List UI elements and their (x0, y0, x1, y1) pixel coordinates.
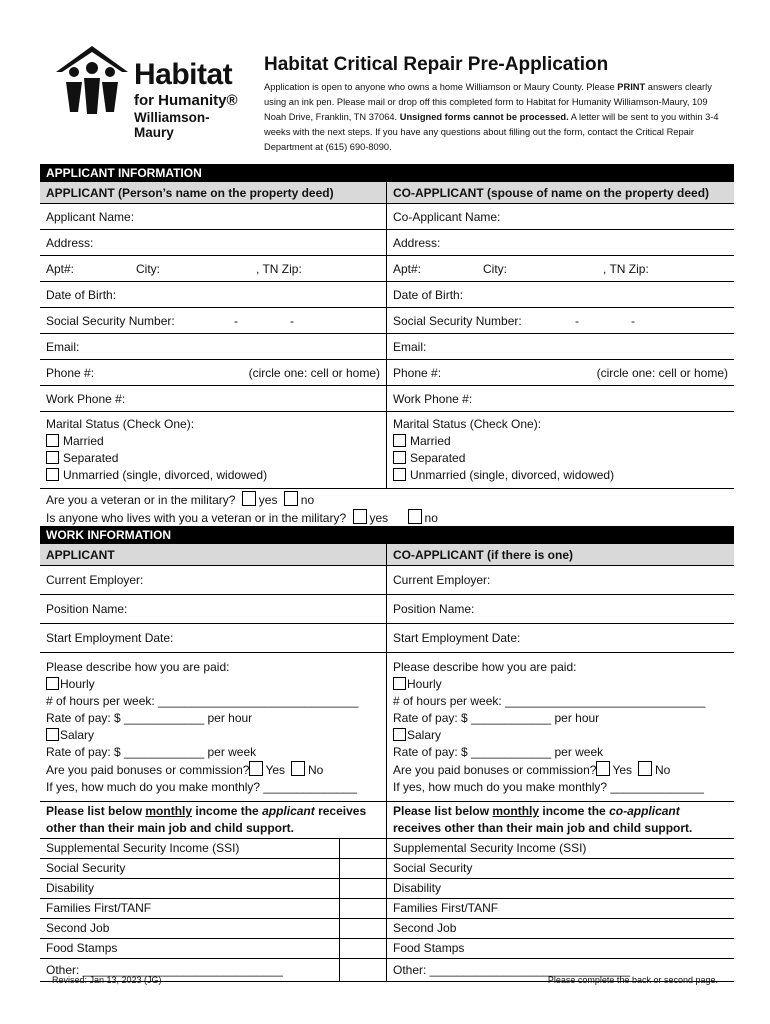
coapplicant-ssi-label[interactable]: Supplemental Security Income (SSI) (393, 841, 587, 855)
salary-label: Salary (407, 728, 442, 742)
yes-label: Yes (612, 763, 633, 777)
household-veteran-question: Is anyone who lives with you a veteran or in the military? (46, 511, 347, 525)
coapplicant-social-security-label[interactable]: Social Security (393, 861, 473, 875)
applicant-start-date-field[interactable]: Start Employment Date: (40, 624, 387, 652)
applicant-other-amount[interactable] (340, 959, 387, 981)
coapplicant-food-stamps-label[interactable]: Food Stamps (393, 941, 465, 955)
bonus-no-checkbox[interactable] (291, 761, 305, 776)
unmarried-checkbox[interactable] (46, 468, 59, 481)
hourly-rate-field[interactable]: Rate of pay: $ ____________ per hour (393, 711, 600, 725)
bonus-yes-checkbox[interactable] (249, 761, 263, 776)
phone-type-hint: (circle one: cell or home) (248, 365, 380, 380)
ssn-dash: - (290, 313, 294, 328)
unmarried-label: Unmarried (single, divorced, widowed) (410, 468, 615, 482)
applicant-work-phone-field[interactable]: Work Phone #: (40, 386, 387, 411)
logo-affiliate-text: Williamson-Maury (134, 110, 210, 140)
coapplicant-position-field[interactable]: Position Name: (393, 602, 475, 616)
coapplicant-income-instructions: Please list below monthly income the co-applicant receives other than their main job and child support. (393, 804, 693, 835)
income-other-field[interactable]: Other: ______________________________ (40, 959, 340, 981)
continue-note: Please complete the back or second page. (547, 975, 718, 985)
coapplicant-marital-status (387, 412, 734, 488)
ssn-dash: - (575, 313, 579, 328)
coapplicant-name-field[interactable]: Co-Applicant Name: (393, 209, 501, 224)
hourly-label: Hourly (407, 677, 442, 691)
coapplicant-start-date-field[interactable]: Start Employment Date: (393, 631, 521, 645)
apt-label: Apt#: (46, 261, 75, 276)
separated-label: Separated (63, 451, 119, 465)
coapplicant-work-column-header: CO-APPLICANT (if there is one) (387, 544, 734, 565)
page-title: Habitat Critical Repair Pre-Application (264, 54, 609, 75)
coapplicant-employer-field[interactable]: Current Employer: (393, 573, 491, 587)
applicant-column-header: APPLICANT (Person’s name on the property deed) (40, 182, 387, 203)
coapplicant-phone-field[interactable] (387, 360, 734, 385)
no-label: No (308, 763, 324, 777)
application-form (40, 164, 734, 982)
married-label: Married (63, 434, 104, 448)
veteran-question: Are you a veteran or in the military? (46, 493, 236, 507)
applicant-ssi-amount[interactable] (340, 839, 387, 858)
city-label: City: (483, 261, 507, 276)
applicant-food-stamps-amount[interactable] (340, 939, 387, 958)
separated-label: Separated (410, 451, 466, 465)
yes-label: Yes (265, 763, 286, 777)
phone-label: Phone #: (393, 365, 442, 380)
married-label: Married (410, 434, 451, 448)
applicant-name-field[interactable]: Applicant Name: (40, 204, 387, 229)
income-ssi-label: Supplemental Security Income (SSI) (40, 839, 340, 858)
ssn-dash: - (631, 313, 635, 328)
hourly-label: Hourly (60, 677, 95, 691)
separated-checkbox[interactable] (46, 451, 59, 464)
bonus-question: Are you paid bonuses or commission? (393, 763, 597, 777)
applicant-work-column-header: APPLICANT (40, 544, 387, 565)
coapplicant-address-field[interactable]: Address: (393, 235, 441, 250)
married-checkbox[interactable] (393, 434, 406, 447)
marital-label: Marital Status (Check One): (46, 417, 195, 431)
applicant-position-field[interactable]: Position Name: (40, 595, 387, 623)
logo-for-humanity-text: for Humanity® (134, 92, 238, 109)
intro-paragraph: Application is open to anyone who owns a home Williamson or Maury County. Please PRINT answers clearly using an ink pen. Please mail or drop off this completed form to Habitat for Humanity Williamson-Maury, 109 Noah Drive, Franklin, TN 37064. Unsigned forms cannot be processed. A letter will be sent to you within 3-4 weeks with the next steps. If you have any questions about filling out the form, contact the Critical Repair Department at (615) 690-8090. (264, 82, 719, 152)
phone-type-hint: (circle one: cell or home) (596, 365, 728, 380)
weekly-rate-field[interactable]: Rate of pay: $ ____________ per week (46, 745, 257, 759)
applicant-dob-field[interactable]: Date of Birth: (40, 282, 387, 307)
ssn-label: Social Security Number: (393, 313, 522, 328)
unmarried-checkbox[interactable] (393, 468, 406, 481)
household-veteran-no-checkbox[interactable] (408, 509, 422, 524)
apt-label: Apt#: (393, 261, 422, 276)
yes-label: yes (258, 493, 278, 507)
hourly-checkbox[interactable] (393, 677, 406, 690)
separated-checkbox[interactable] (393, 451, 406, 464)
coapplicant-disability-label[interactable]: Disability (393, 881, 442, 895)
applicant-employer-field[interactable]: Current Employer: (40, 566, 387, 594)
salary-label: Salary (60, 728, 95, 742)
yes-label: yes (369, 511, 389, 525)
salary-checkbox[interactable] (46, 728, 59, 741)
tn-zip-label: , TN Zip: (256, 261, 302, 276)
applicant-second-job-amount[interactable] (340, 919, 387, 938)
hours-per-week-field[interactable]: # of hours per week: ______________________________ (46, 694, 359, 708)
applicant-disability-amount[interactable] (340, 879, 387, 898)
bonus-no-checkbox[interactable] (638, 761, 652, 776)
ssn-label: Social Security Number: (46, 313, 175, 328)
no-label: no (424, 511, 438, 525)
city-label: City: (136, 261, 160, 276)
coapplicant-second-job-label[interactable]: Second Job (393, 921, 457, 935)
coapplicant-dob-field[interactable]: Date of Birth: (393, 287, 464, 302)
hourly-checkbox[interactable] (46, 677, 59, 690)
coapplicant-apt-city-zip-field[interactable] (387, 256, 734, 281)
no-label: no (300, 493, 315, 507)
hourly-rate-field[interactable]: Rate of pay: $ ____________ per hour (46, 711, 253, 725)
bonus-yes-checkbox[interactable] (596, 761, 610, 776)
pay-question: Please describe how you are paid: (46, 660, 230, 674)
applicant-tanf-amount[interactable] (340, 899, 387, 918)
veteran-no-checkbox[interactable] (284, 491, 298, 506)
ssn-dash: - (234, 313, 238, 328)
applicant-income-instructions: Please list below monthly income the applicant receives other than their main job and child support. (40, 802, 387, 838)
logo-habitat-text: Habitat (134, 58, 233, 91)
veteran-yes-checkbox[interactable] (242, 491, 256, 506)
veteran-questions (40, 489, 734, 527)
hours-per-week-field[interactable]: # of hours per week: ______________________________ (393, 694, 706, 708)
pay-question: Please describe how you are paid: (393, 660, 577, 674)
applicant-ssn-field[interactable] (40, 308, 387, 333)
applicant-phone-field[interactable] (40, 360, 387, 385)
income-second-job-label: Second Job (40, 919, 340, 938)
weekly-rate-field[interactable]: Rate of pay: $ ____________ per week (393, 745, 604, 759)
married-checkbox[interactable] (46, 434, 59, 447)
household-veteran-yes-checkbox[interactable] (353, 509, 367, 524)
coapplicant-work-phone-field[interactable]: Work Phone #: (393, 391, 473, 406)
habitat-logo (52, 42, 242, 140)
coapplicant-column-header: CO-APPLICANT (spouse of name on the property deed) (387, 182, 734, 203)
unmarried-label: Unmarried (single, divorced, widowed) (63, 468, 268, 482)
applicant-apt-city-zip-field[interactable] (40, 256, 387, 281)
coapplicant-pay-details (387, 653, 734, 801)
monthly-bonus-field[interactable]: If yes, how much do you make monthly? ______________ (46, 780, 357, 794)
applicant-email-field[interactable]: Email: (40, 334, 387, 359)
income-social-security-label: Social Security (40, 859, 340, 878)
income-disability-label: Disability (40, 879, 340, 898)
tn-zip-label: , TN Zip: (603, 261, 649, 276)
applicant-pay-details (40, 653, 387, 801)
applicant-info-header: APPLICANT INFORMATION (40, 165, 734, 182)
applicant-address-field[interactable]: Address: (40, 230, 387, 255)
habitat-house-icon (52, 42, 132, 122)
applicant-marital-status (40, 412, 387, 488)
coapplicant-email-field[interactable]: Email: (393, 339, 427, 354)
coapplicant-other-field[interactable]: Other: ______________________________ (393, 963, 630, 977)
monthly-bonus-field[interactable]: If yes, how much do you make monthly? ______________ (393, 780, 704, 794)
coapplicant-ssn-field[interactable] (387, 308, 734, 333)
marital-label: Marital Status (Check One): (393, 417, 542, 431)
salary-checkbox[interactable] (393, 728, 406, 741)
phone-label: Phone #: (46, 365, 95, 380)
coapplicant-tanf-label[interactable]: Families First/TANF (393, 901, 499, 915)
revision-date: Revised: Jan 13, 2023 (JG) (52, 975, 162, 985)
income-tanf-label: Families First/TANF (40, 899, 340, 918)
income-food-stamps-label: Food Stamps (40, 939, 340, 958)
work-info-header: WORK INFORMATION (40, 527, 734, 544)
applicant-social-security-amount[interactable] (340, 859, 387, 878)
bonus-question: Are you paid bonuses or commission? (46, 763, 250, 777)
no-label: No (655, 763, 671, 777)
